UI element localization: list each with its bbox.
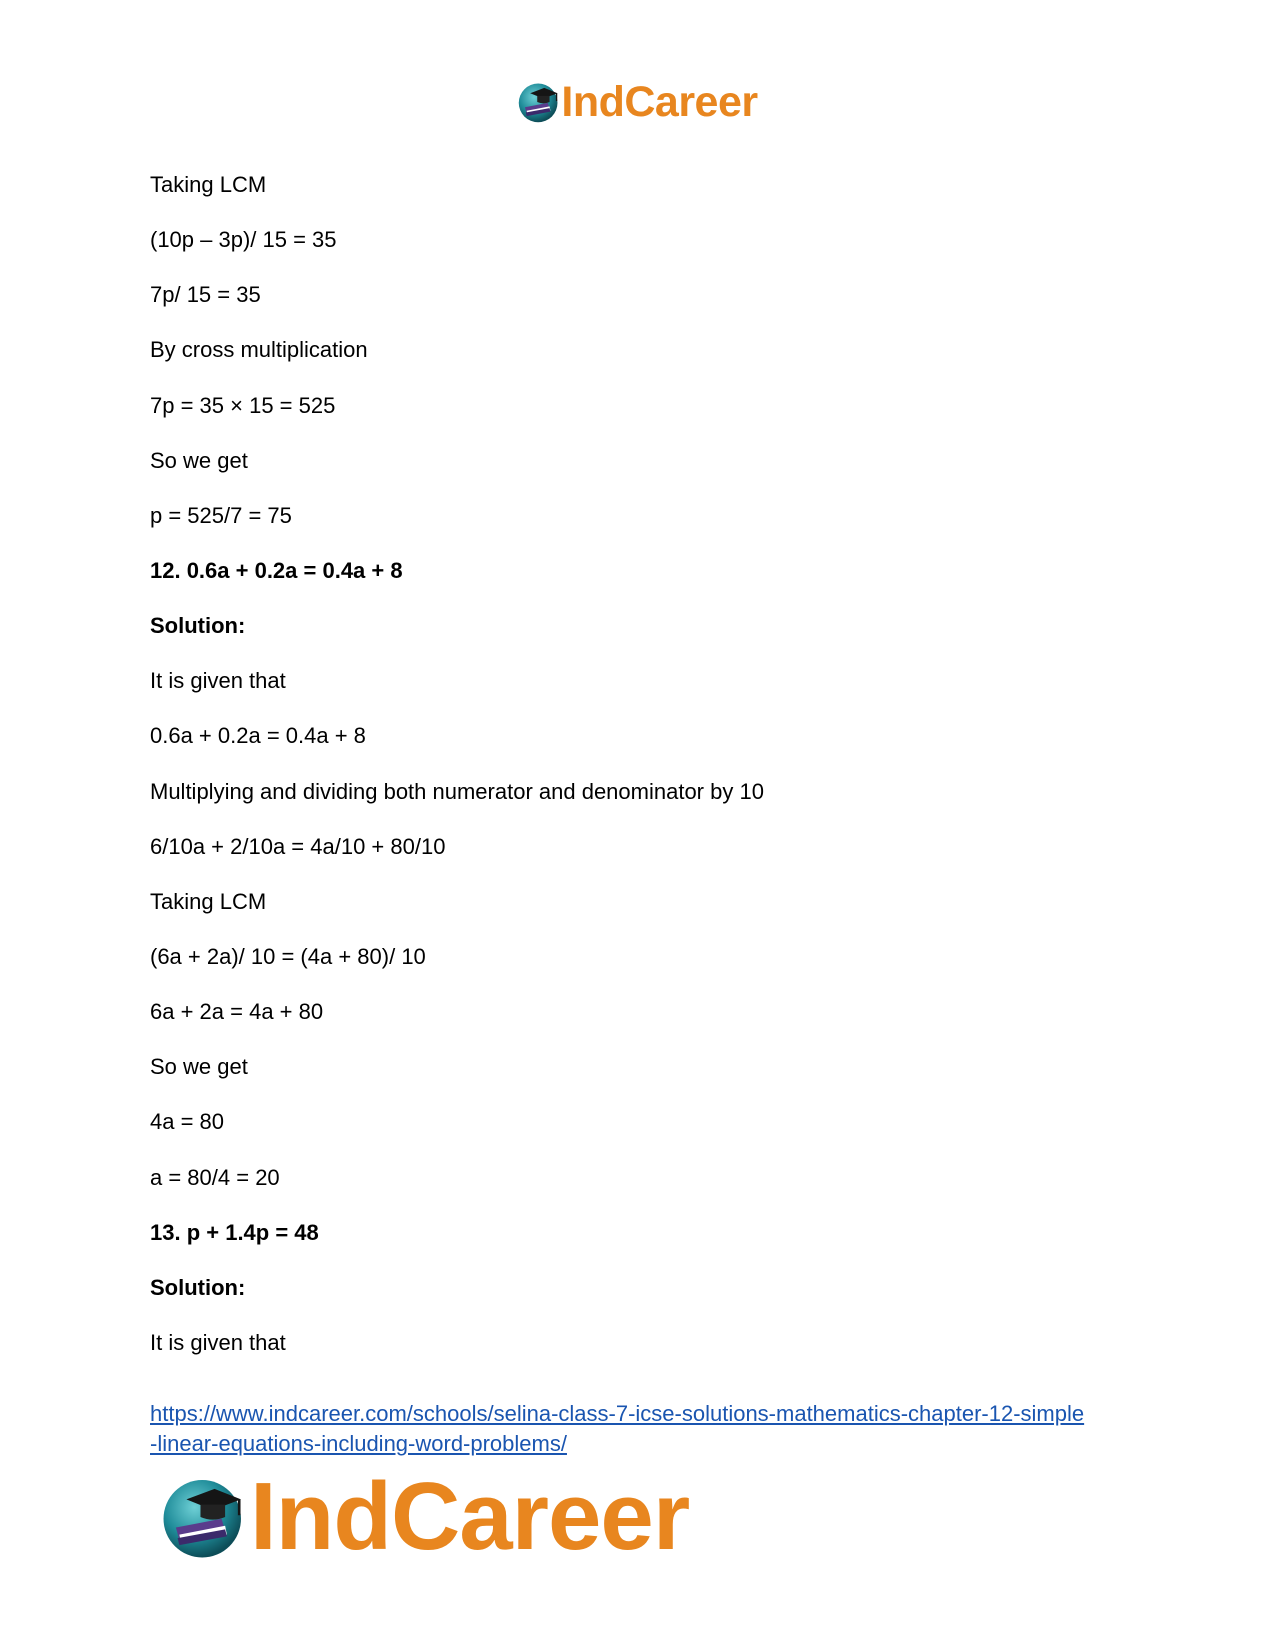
heading-line: 12. 0.6a + 0.2a = 0.4a + 8	[150, 557, 403, 583]
text-line: 0.6a + 0.2a = 0.4a + 8	[150, 723, 366, 749]
text-line: Taking LCM	[150, 172, 267, 197]
document-body	[150, 171, 1130, 1384]
text-line: (10p – 3p)/ 15 = 35	[150, 227, 337, 253]
logo	[517, 78, 757, 126]
text-line: So we get	[150, 447, 248, 473]
text-line: 6a + 2a = 4a + 80	[150, 999, 324, 1025]
text-line: Multiplying and dividing both numerator and denominator by 10	[150, 778, 764, 804]
text-line: 6/10a + 2/10a = 4a/10 + 80/10	[150, 833, 446, 859]
text-line: It is given that	[150, 1329, 286, 1355]
text-line: 7p/ 15 = 35	[150, 282, 261, 308]
footer-logo	[160, 1463, 690, 1570]
text-line: So we get	[150, 1054, 248, 1080]
source-link-block	[150, 1399, 1150, 1459]
text-line: It is given that	[150, 668, 286, 694]
header-logo	[0, 78, 1275, 126]
footer-logo-group	[160, 1463, 690, 1570]
logo-text: IndCareer	[561, 78, 758, 126]
graduation-cap-globe-books-icon	[517, 80, 561, 124]
heading-line: Solution:	[150, 1274, 246, 1300]
graduation-cap-globe-books-icon	[160, 1473, 248, 1561]
footer-logo-text: IndCareer	[250, 1463, 690, 1570]
text-line: a = 80/4 = 20	[150, 1164, 280, 1190]
text-line: 4a = 80	[150, 1109, 225, 1135]
text-line: p = 525/7 = 75	[150, 502, 292, 528]
text-line: Taking LCM	[150, 888, 267, 914]
text-line: 7p = 35 × 15 = 525	[150, 392, 336, 418]
source-link-line-2[interactable]: -linear-equations-including-word-problems/	[150, 1431, 567, 1456]
heading-line: Solution:	[150, 613, 246, 639]
text-line: (6a + 2a)/ 10 = (4a + 80)/ 10	[150, 943, 426, 969]
text-line: By cross multiplication	[150, 337, 368, 363]
heading-line: 13. p + 1.4p = 48	[150, 1219, 319, 1245]
source-link-line-1[interactable]: https://www.indcareer.com/schools/selina-class-7-icse-solutions-mathematics-chapter-12-simple	[150, 1401, 1085, 1426]
